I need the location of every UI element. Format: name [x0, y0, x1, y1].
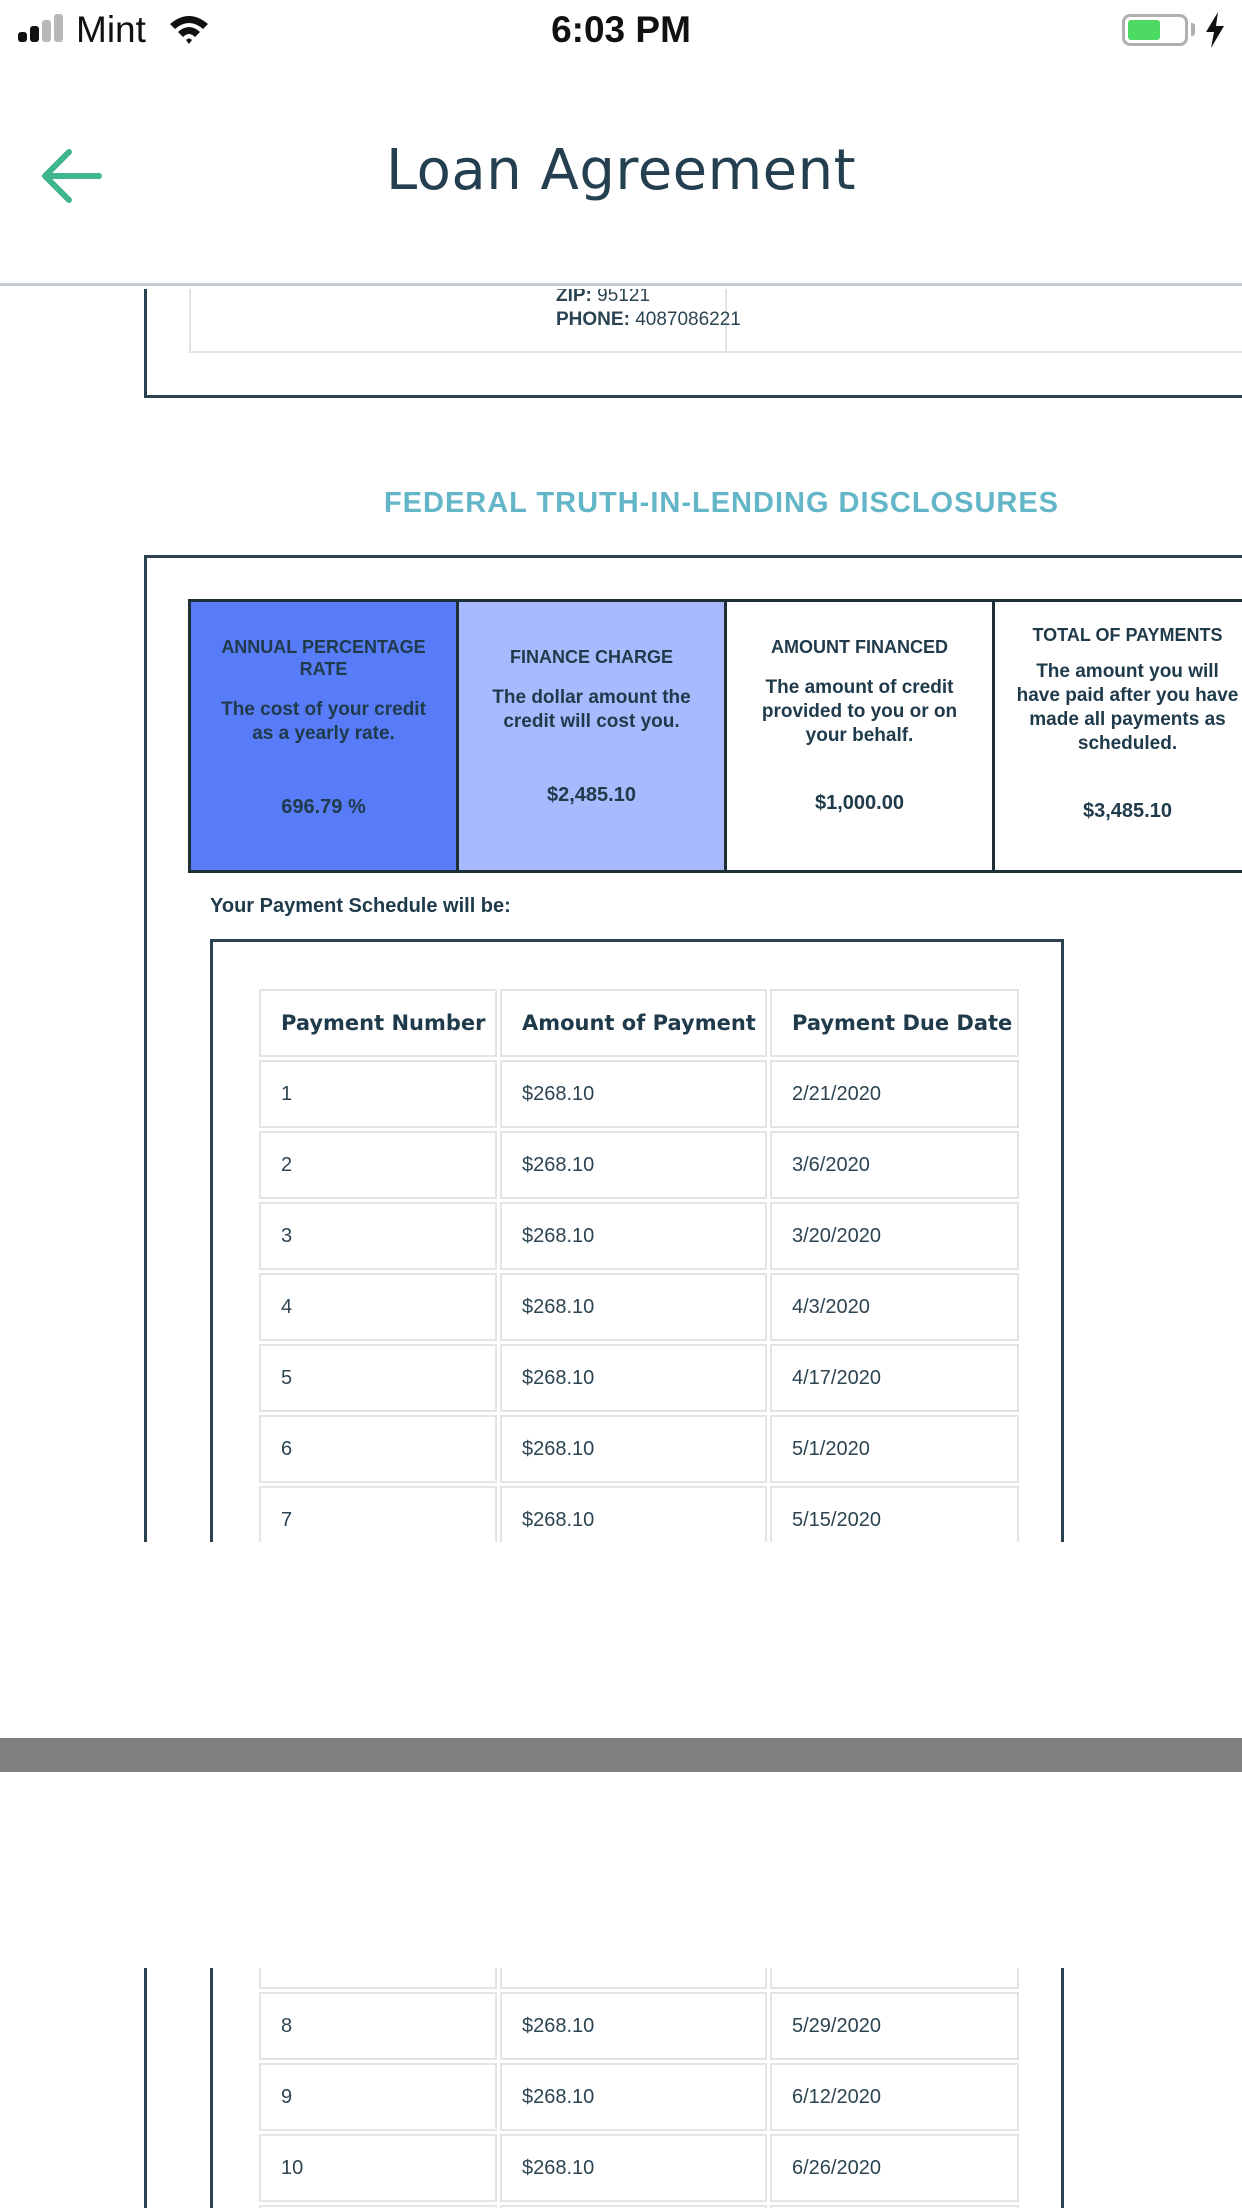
payment-amount: $268.10: [500, 1415, 767, 1483]
payment-amount: $268.10: [500, 1202, 767, 1270]
carrier-name: Mint: [76, 9, 146, 50]
payment-due-date: 5/15/2020: [770, 1486, 1019, 1542]
column-header: Amount of Payment: [500, 989, 767, 1057]
total-payments-heading: TOTAL OF PAYMENTS: [1032, 625, 1223, 645]
payment-schedule-table-continued: [256, 1968, 1022, 2208]
battery-nub: [1191, 23, 1195, 36]
battery-icon: [1122, 14, 1188, 46]
phone-line: [556, 309, 741, 331]
total-payments-description: The amount you will have paid after you have made all payments as scheduled.: [1016, 661, 1239, 754]
column-header: Payment Due Date: [770, 989, 1019, 1057]
schedule-frame-right-edge: [1061, 1968, 1064, 2208]
amount-financed-box: [727, 602, 995, 870]
amount-financed-heading: AMOUNT FINANCED: [771, 637, 948, 657]
table-row: [259, 1202, 1019, 1270]
payment-due-date: 2/21/2020: [770, 1060, 1019, 1128]
phone-label: PHONE:: [556, 309, 630, 330]
document-page[interactable]: [0, 289, 1242, 1542]
amount-financed-value: $1,000.00: [815, 792, 904, 814]
table-row: [259, 1486, 1019, 1542]
zip-line: [556, 289, 650, 307]
total-payments-box: [995, 602, 1242, 870]
status-bar: [0, 0, 1242, 62]
finance-charge-heading: FINANCE CHARGE: [509, 647, 673, 667]
payment-due-date: 5/29/2020: [770, 1992, 1019, 2060]
payment-number: 10: [259, 2134, 497, 2202]
payment-amount: $268.10: [500, 1992, 767, 2060]
table-row: [259, 2134, 1019, 2202]
table-row: [259, 1992, 1019, 2060]
schedule-frame-left-edge: [210, 1968, 213, 2208]
zip-label: ZIP:: [556, 289, 592, 306]
payment-number: 4: [259, 1273, 497, 1341]
payment-number: 5: [259, 1344, 497, 1412]
payment-due-date: 3/6/2020: [770, 1131, 1019, 1199]
payment-number: 9: [259, 2063, 497, 2131]
table-row: [259, 1968, 1019, 1989]
table-row: [259, 1131, 1019, 1199]
column-header: Payment Number: [259, 989, 497, 1057]
payment-due-date: 6/12/2020: [770, 2063, 1019, 2131]
payment-number: 7: [259, 1486, 497, 1542]
disclosure-boxes: [188, 599, 1242, 873]
battery-level-fill: [1128, 20, 1160, 40]
payment-due-date: 3/20/2020: [770, 1202, 1019, 1270]
payment-amount: $268.10: [500, 2134, 767, 2202]
finance-charge-value: $2,485.10: [547, 784, 636, 806]
schedule-label: Your Payment Schedule will be:: [210, 895, 511, 917]
payment-amount: $268.10: [500, 1060, 767, 1128]
payment-number: 8: [259, 1992, 497, 2060]
payment-number: 1: [259, 1060, 497, 1128]
charging-bolt-icon: [1204, 12, 1226, 48]
table-row: [259, 1273, 1019, 1341]
payment-amount: $268.10: [500, 1131, 767, 1199]
finance-charge-description: The dollar amount the credit will cost you.: [492, 687, 691, 732]
table-row: [259, 1344, 1019, 1412]
apr-value: 696.79 %: [281, 796, 366, 818]
payment-amount: $268.10: [500, 2063, 767, 2131]
navigation-bar: [0, 62, 1242, 286]
table-row: [259, 2063, 1019, 2131]
apr-box: [191, 602, 459, 870]
table-row: [259, 1415, 1019, 1483]
document-page-2[interactable]: [0, 1968, 1242, 2208]
payment-due-date: 4/17/2020: [770, 1344, 1019, 1412]
total-payments-value: $3,485.10: [1083, 800, 1172, 822]
page-title: Loan Agreement: [385, 138, 857, 203]
amount-financed-description: The amount of credit provided to you or on your behalf.: [761, 677, 958, 746]
finance-charge-box: [459, 602, 727, 870]
payment-number: 2: [259, 1131, 497, 1199]
apr-description: The cost of your credit as a yearly rate.: [221, 699, 426, 744]
payment-number: 3: [259, 1202, 497, 1270]
payment-amount: $268.10: [500, 1273, 767, 1341]
payment-due-date: 6/26/2020: [770, 2134, 1019, 2202]
section-title: FEDERAL TRUTH-IN-LENDING DISCLOSURES: [383, 487, 1060, 519]
payment-schedule-table: [256, 986, 1022, 1542]
table-row: [259, 1060, 1019, 1128]
phone-value: 4087086221: [635, 309, 741, 330]
apr-heading: ANNUAL PERCENTAGE RATE: [221, 637, 426, 679]
status-time: 6:03 PM: [551, 9, 691, 50]
disclosure-frame-edge: [144, 1968, 147, 2208]
address-section: [144, 289, 1242, 398]
payment-due-date: 5/1/2020: [770, 1415, 1019, 1483]
payment-amount: $268.10: [500, 1344, 767, 1412]
table-header-row: [259, 989, 1019, 1057]
page-separator: [0, 1738, 1242, 1772]
zip-value: 95121: [597, 289, 651, 306]
payment-due-date: 4/3/2020: [770, 1273, 1019, 1341]
payment-amount: $268.10: [500, 1486, 767, 1542]
payment-number: 6: [259, 1415, 497, 1483]
